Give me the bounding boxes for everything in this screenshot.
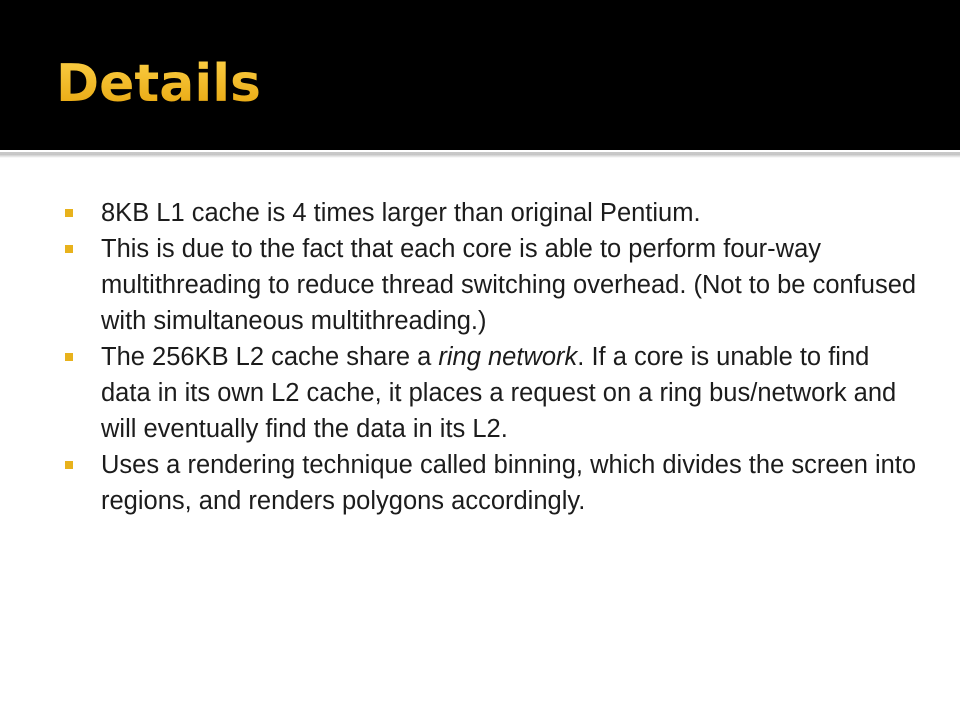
title-bar <box>0 0 960 150</box>
bullet-item <box>64 231 924 339</box>
bullet-list <box>64 195 924 519</box>
square-bullet-icon <box>65 461 73 469</box>
bullet-text: This is due to the fact that each core is able to perform four-way multithreading to reduce thread switching overhead. (Not to be confused with simultaneous multithreading.) <box>101 235 917 335</box>
bullet-item <box>64 339 924 447</box>
title-divider-shadow <box>0 154 960 158</box>
square-bullet-icon <box>65 209 73 217</box>
square-bullet-icon <box>65 353 73 361</box>
bullet-text: 8KB L1 cache is 4 times larger than original Pentium. <box>101 199 701 227</box>
bullet-text-part: The 256KB L2 cache share a <box>101 343 439 371</box>
bullet-item <box>64 447 924 519</box>
bullet-item <box>64 195 924 231</box>
square-bullet-icon <box>65 245 73 253</box>
slide-title: Details <box>56 54 261 114</box>
bullet-text-part: . If a core is unable to find data in its own L2 cache, it places a request on a ring bus/network and will eventually find the data in its L2. <box>101 343 897 443</box>
emphasized-term: ring network <box>438 343 578 371</box>
bullet-text <box>101 343 896 443</box>
bullet-text: Uses a rendering technique called binning, which divides the screen into regions, and renders polygons accordingly. <box>101 451 917 515</box>
